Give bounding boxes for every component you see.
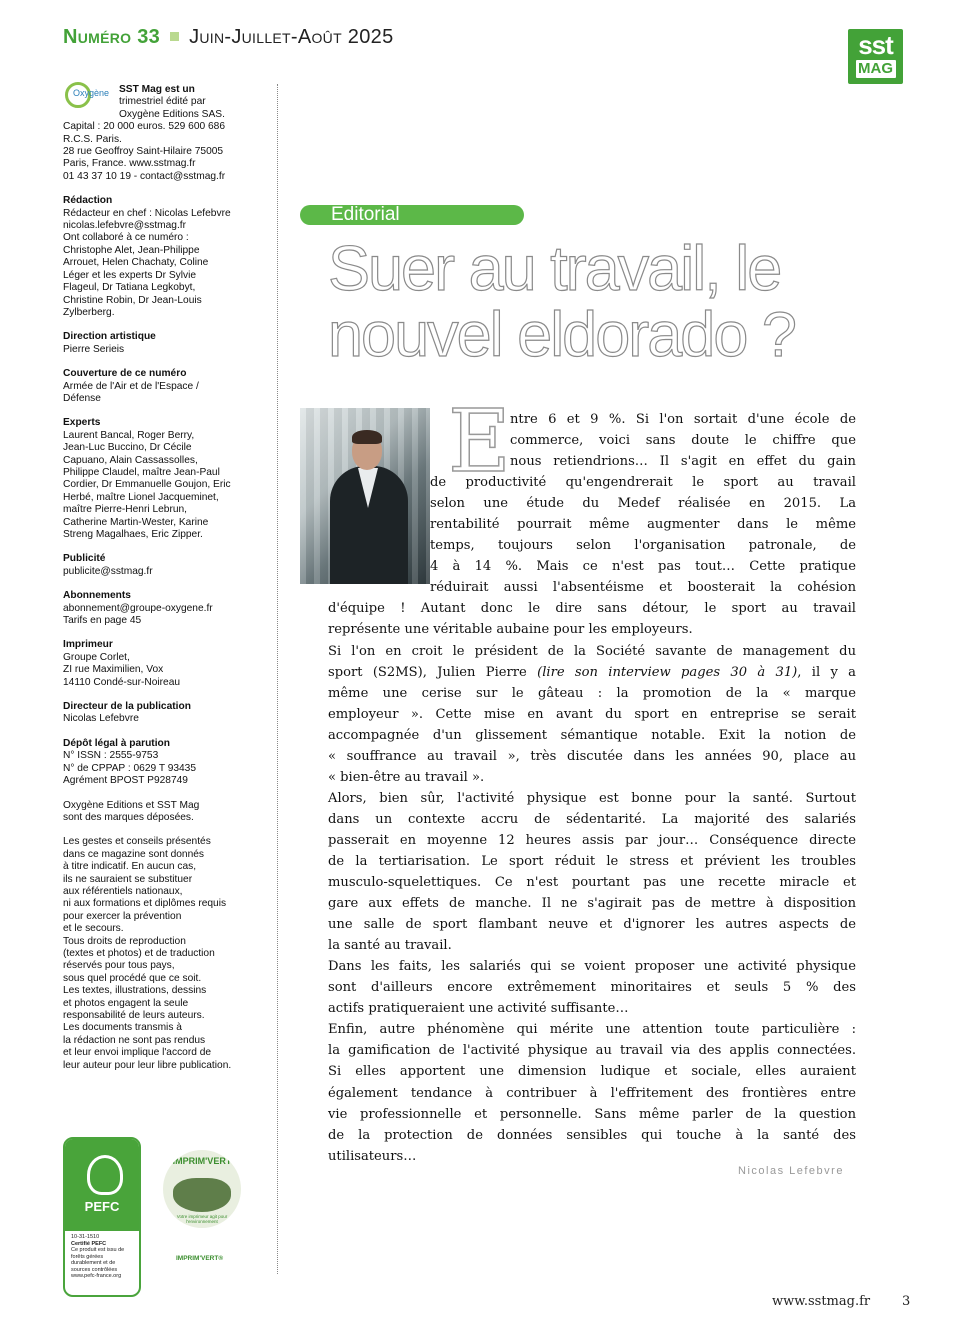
article-line: « souffrance au travail », très discutée dans les années 90, place au — [328, 748, 856, 764]
masthead-line: sont des marques déposées. — [63, 811, 194, 823]
interview-reference: (lire son interview pages 30 à 31) — [537, 664, 798, 680]
issue-number: Numéro 33 — [63, 26, 161, 48]
pefc-line: sources contrôlées — [71, 1266, 118, 1273]
masthead-line: abonnement@groupe-oxygene.fr — [63, 602, 213, 614]
masthead-line: Catherine Martin-Wester, Karine — [63, 516, 209, 528]
pefc-text — [65, 1231, 139, 1283]
article-line: la santé au travail. — [328, 938, 452, 954]
masthead-line: sous quel procédé que ce soit. — [63, 972, 202, 984]
article-line: sont d'ailleurs encore extrêmement minoritaires et seuls 5 % des — [328, 980, 856, 996]
masthead-line: 28 rue Geoffroy Saint-Hilaire 75005 — [63, 146, 224, 158]
masthead-column — [63, 80, 255, 1084]
imprim-vert-name: IMPRIM'VERT — [172, 1156, 232, 1166]
pefc-name: PEFC — [84, 1199, 120, 1214]
masthead-heading: Couverture de ce numéro — [63, 368, 187, 380]
article-line: passerait en moyenne 12 heures assis par jour… Conséquence directe — [328, 832, 856, 848]
article-line: rentabilité pourrait même augmenter dans le même — [430, 517, 856, 533]
masthead-line: Oxygène Editions et SST Mag — [63, 799, 200, 811]
article-line: selon une étude du Medef réalisée en 2015. La — [430, 496, 856, 512]
masthead-line: Agrément BPOST P928749 — [63, 775, 188, 787]
masthead-line: Christophe Alet, Jean-Philippe — [63, 244, 200, 256]
article-line: actifs pratiqueraient une activité suffisante… — [328, 1001, 629, 1017]
masthead-line: Groupe Corlet, — [63, 651, 130, 663]
masthead-line: nicolas.lefebvre@sstmag.fr — [63, 220, 187, 232]
masthead-line: Christine Robin, Dr Jean-Louis — [63, 294, 202, 306]
masthead-line: ni aux formations et diplômes requis — [63, 898, 227, 910]
article-line: Si l'on en croit le président de la Société savante de management du — [328, 643, 856, 659]
article-line: Dans les faits, les salariés qui se voient proposer une activité physique — [328, 959, 856, 975]
masthead-blocks — [63, 80, 255, 1072]
imprim-vert-tagline: Votre imprimeur agit pour l'environnement — [176, 1214, 228, 1224]
masthead-line: Les documents transmis à — [63, 1022, 182, 1034]
imprim-vert-small-logo: IMPRIM'VERT® — [176, 1255, 224, 1262]
masthead-block — [63, 417, 255, 541]
section-pill — [300, 205, 524, 225]
masthead-line: dans ce magazine sont donnés — [63, 848, 205, 860]
masthead-heading: Direction artistique — [63, 331, 156, 343]
masthead-line: trimestriel édité par — [119, 96, 206, 108]
masthead-line: et photos engagent la seule — [63, 997, 189, 1009]
article-line: une salle de sport flambant neuve et d'ignorer les autres aspects de — [328, 917, 856, 933]
masthead-line: Tarifs en page 45 — [63, 615, 142, 627]
article-text: sport (S2MS), Julien Pierre — [328, 664, 538, 680]
masthead-block — [63, 590, 255, 627]
issue-header — [63, 26, 394, 49]
editorial-headline — [328, 236, 888, 368]
article-line: également tendance à contribuer à l'effritement des frontières entre — [328, 1085, 856, 1101]
article-line: de la protection de données sensibles qui touche à la santé des — [328, 1127, 856, 1143]
masthead-line: N° de CPPAP : 0629 T 93435 — [63, 762, 197, 774]
page-number: 3 — [902, 1294, 911, 1309]
masthead-line: N° ISSN : 2555-9753 — [63, 750, 159, 762]
masthead-line: responsabilité de leurs auteurs. — [63, 1010, 205, 1021]
author-signature: Nicolas Lefebvre — [738, 1165, 844, 1177]
masthead-line: Paris, France. www.sstmag.fr — [63, 158, 196, 170]
article-line: réduirait aussi l'absentéisme et boosterait la cohésion — [430, 580, 856, 596]
article-line: de la tertiarisation. Le sport réduit le stress et prévient les troubles — [328, 853, 856, 869]
masthead-line: et le secours. — [63, 923, 124, 935]
masthead-line: Léger et les experts Dr Sylvie — [63, 269, 197, 281]
sst-mag-logo — [848, 29, 903, 84]
masthead-heading: Experts — [63, 417, 101, 429]
article-text: , il y a — [797, 664, 856, 680]
article-line — [328, 662, 856, 683]
masthead-heading: Publicité — [63, 553, 106, 565]
masthead-line: R.C.S. Paris. — [63, 133, 122, 145]
logo-bottom-text: MAG — [856, 60, 896, 78]
masthead-line: SST Mag est un — [119, 84, 195, 95]
logo-top-text: sst — [858, 30, 893, 60]
masthead-line: Les gestes et conseils présentés — [63, 836, 211, 848]
article-line: Enfin, autre phénomène qui mérite une attention toute particulière : — [328, 1022, 856, 1038]
masthead-line: Herbé, maître Lionel Jacqueminet, — [63, 491, 219, 503]
masthead-block — [63, 195, 255, 319]
masthead-line: Philippe Claudel, maître Jean-Paul — [63, 466, 220, 478]
drop-cap: E — [448, 392, 511, 492]
masthead-line: Laurent Bancal, Roger Berry, — [63, 429, 195, 441]
masthead-line: la rédaction ne sont pas rendus — [63, 1034, 206, 1046]
masthead-line: Armée de l'Air et de l'Espace / — [63, 380, 199, 392]
headline-line: nouvel eldorado ? — [328, 300, 795, 370]
section-label: Editorial — [331, 204, 400, 225]
masthead-block — [63, 738, 255, 788]
masthead-line: Flageul, Dr Tatiana Legkobyt, — [63, 282, 196, 294]
pefc-tree-icon — [87, 1155, 123, 1195]
pefc-url: www.pefc-france.org — [71, 1273, 122, 1279]
article-line: Si elles apportent une dimension ludique et sociale, elles auraient — [328, 1064, 856, 1080]
masthead-line: Pierre Serieis — [63, 343, 125, 355]
masthead-line: Cordier, Dr Emmanuelle Goujon, Eric — [63, 479, 231, 491]
article-line: employeur ». Cette mise en avant du sport en entreprise se serait — [328, 706, 856, 722]
masthead-heading: Directeur de la publication — [63, 701, 191, 713]
pefc-badge-top — [65, 1139, 139, 1231]
imprim-vert-landscape-icon — [173, 1178, 231, 1212]
masthead-heading: Abonnements — [63, 590, 131, 602]
masthead-line: aux référentiels nationaux, — [63, 885, 183, 897]
masthead-line: publicite@sstmag.fr — [63, 565, 153, 577]
article-line: ntre 6 et 9 %. Si l'on sortait d'une école de — [510, 412, 856, 427]
pefc-line: Ce produit est issu de — [71, 1247, 125, 1253]
article-line: nous retiendrions… Il s'agit en effet du gain — [510, 454, 856, 470]
masthead-line: Défense — [63, 392, 101, 404]
column-divider — [277, 84, 278, 1274]
masthead-line: ils ne sauraient se substituer — [63, 873, 193, 885]
masthead-block — [63, 331, 255, 356]
masthead-line: Rédacteur en chef : Nicolas Lefebvre — [63, 207, 231, 219]
masthead-block — [63, 553, 255, 578]
pefc-badge — [63, 1137, 141, 1297]
pefc-code: 10-31-1510 — [71, 1234, 100, 1240]
article-line: utilisateurs… — [328, 1148, 417, 1164]
oxygene-logo — [63, 80, 113, 108]
footer-url[interactable]: www.sstmag.fr — [772, 1294, 871, 1309]
masthead-heading: Imprimeur — [63, 639, 113, 651]
article-line: accompagnée d'un glissement sémantique notable. Exit la notion de — [328, 727, 856, 743]
article-line: temps, toujours selon l'organisation patronale, de — [430, 538, 856, 554]
issue-date: Juin-Juillet-Août 2025 — [189, 26, 394, 48]
article-line: d'équipe ! Autant donc le dire sans détour, le sport au travail — [328, 601, 856, 617]
article-line: même une cerise sur le gâteau : la promotion de la « marque — [328, 685, 856, 701]
article-line: la gamification de l'activité physique au travail via des applis connectées. — [328, 1043, 856, 1059]
masthead-line: Nicolas Lefebvre — [63, 713, 139, 725]
masthead-line: et leur envoi implique l'accord de — [63, 1047, 212, 1059]
imprim-vert-badge — [163, 1150, 241, 1228]
masthead-line: ZI rue Maximilien, Vox — [63, 664, 164, 676]
masthead-line: Ont collaboré à ce numéro : — [63, 232, 189, 244]
masthead-line: 14110 Condé-sur-Noireau — [63, 676, 181, 688]
masthead-line: réservés pour tous pays, — [63, 960, 175, 972]
article-line: commerce, voici sans doute le chiffre que — [510, 433, 856, 449]
masthead-line: Streng Magalhaes, Eric Zipper. — [63, 529, 203, 540]
masthead-block — [63, 836, 255, 1072]
masthead-block — [63, 368, 255, 405]
masthead-block — [63, 800, 255, 825]
masthead-line: pour exercer la prévention — [63, 910, 182, 922]
masthead-line: Capuano, Alain Cassassolles, — [63, 454, 198, 466]
masthead-line: Jean-Luc Buccino, Dr Cécile — [63, 442, 192, 454]
article-line: Alors, bien sûr, l'activité physique est bonne pour la santé. Surtout — [328, 790, 856, 806]
headline-line: Suer au travail, le — [328, 234, 781, 304]
article-line: dans un contexte accru de sédentarité. La majorité des salariés — [328, 811, 856, 827]
editorial-body — [328, 409, 856, 1167]
masthead-line: (textes et photos) et de traduction — [63, 947, 215, 959]
masthead-heading: Rédaction — [63, 195, 113, 207]
pefc-certified: Certifié PEFC — [71, 1240, 107, 1247]
masthead-line: Zylberberg. — [63, 306, 115, 318]
article-line: « bien-être au travail ». — [328, 769, 485, 785]
masthead-line: Les textes, illustrations, dessins — [63, 985, 207, 997]
header-square-icon — [170, 32, 179, 41]
masthead-line: Arrouet, Helen Chachaty, Coline — [63, 257, 209, 269]
masthead-line: maître Pierre-Henri Lebrun, — [63, 504, 187, 516]
article-line: vie professionnelle et personnelle. Sans même parler de la question — [328, 1106, 856, 1122]
article-line: représente une véritable aubaine pour les employeurs. — [328, 622, 693, 638]
oxygene-logo-text: Oxygène — [73, 88, 110, 98]
article-line: de productivité qu'engendrerait le sport au travail — [430, 475, 856, 491]
masthead-line: à titre indicatif. En aucun cas, — [63, 861, 197, 873]
masthead-block — [63, 639, 255, 689]
pefc-line: durablement et de — [71, 1260, 116, 1266]
masthead-line: Capital : 20 000 euros. 529 600 686 — [63, 121, 225, 133]
masthead-line: Oxygène Editions SAS. — [119, 108, 225, 120]
article-line: musculo-squelettiques. Ce n'est pourtant pas une recette miracle et — [328, 875, 856, 891]
article-line: gare aux effets de manche. Il ne s'agirait pas de mettre à disposition — [328, 896, 856, 912]
masthead-line: leur auteur pour leur libre publication. — [63, 1059, 232, 1071]
article-line: 4 à 14 %. Mais ce n'est pas tout… Cette pratique — [430, 559, 856, 575]
masthead-line: 01 43 37 10 19 - contact@sstmag.fr — [63, 170, 226, 182]
masthead-line: Tous droits de reproduction — [63, 935, 186, 947]
masthead-heading: Dépôt légal à parution — [63, 737, 170, 749]
pefc-line: forêts gérées — [71, 1253, 104, 1260]
masthead-block — [63, 701, 255, 726]
